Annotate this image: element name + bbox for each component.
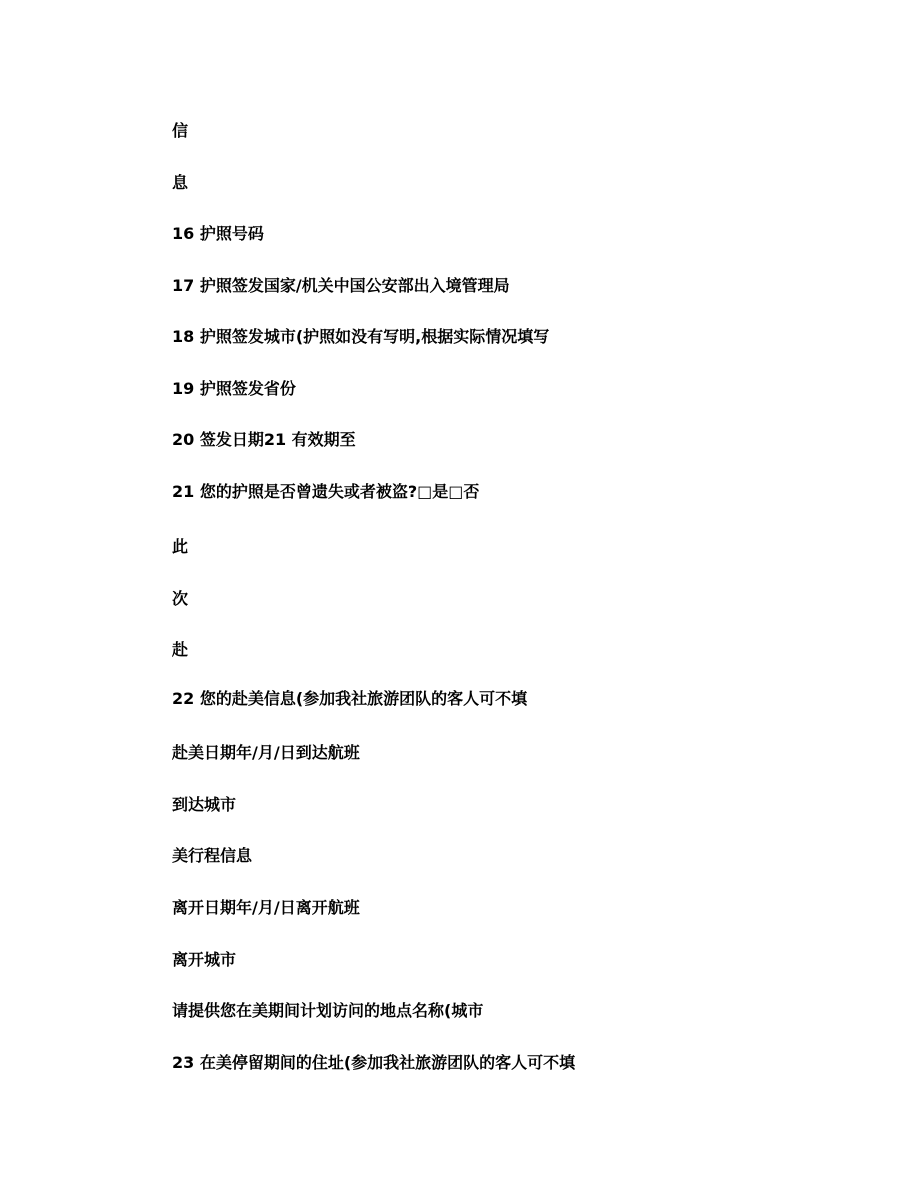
passport-lost-question: 21 您的护照是否曾遗失或者被盗?□是□否 — [172, 482, 480, 501]
text-line-ci: 此 — [172, 537, 189, 556]
text-line-fu: 赴 — [172, 640, 189, 659]
places-to-visit-label: 请提供您在美期间计划访问的地点名称(城市 — [172, 1001, 484, 1020]
arrival-date-flight-label: 赴美日期年/月/日到达航班 — [172, 743, 360, 762]
text-line-xi: 息 — [172, 173, 189, 192]
passport-issuing-province-label: 19 护照签发省份 — [172, 379, 296, 398]
passport-issuing-city-label: 18 护照签发城市(护照如没有写明,根据实际情况填写 — [172, 327, 550, 346]
text-line-ci2: 次 — [172, 589, 189, 608]
arrival-city-label: 到达城市 — [172, 795, 237, 814]
passport-issuing-country-label: 17 护照签发国家/机关中国公安部出入境管理局 — [172, 276, 510, 295]
departure-date-flight-label: 离开日期年/月/日离开航班 — [172, 898, 360, 917]
us-travel-info-heading: 22 您的赴美信息(参加我社旅游团队的客人可不填 — [172, 689, 528, 708]
passport-number-label: 16 护照号码 — [172, 224, 264, 243]
departure-city-label: 离开城市 — [172, 950, 237, 969]
itinerary-info-label: 美行程信息 — [172, 846, 253, 865]
issue-and-expiry-date-label: 20 签发日期21 有效期至 — [172, 430, 356, 449]
text-line-xin: 信 — [172, 121, 189, 140]
us-address-label: 23 在美停留期间的住址(参加我社旅游团队的客人可不填 — [172, 1053, 576, 1072]
